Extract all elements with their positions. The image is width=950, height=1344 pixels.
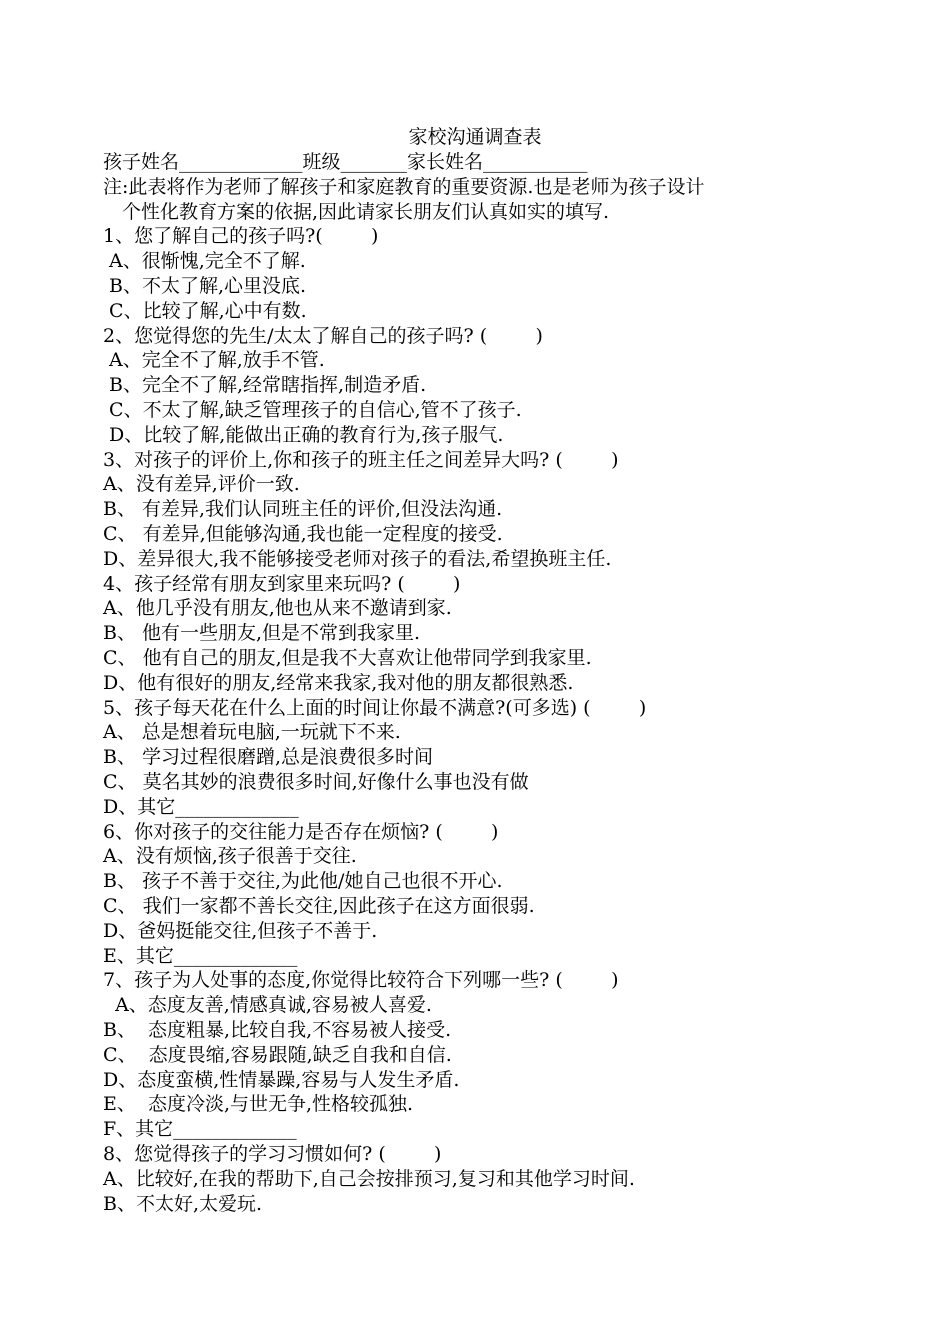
option-line: C、 莫名其妙的浪费很多时间,好像什么事也没有做 (103, 771, 529, 793)
option-line: C、 态度畏缩,容易跟随,缺乏自我和自信. (103, 1044, 452, 1066)
option-line: C、不太了解,缺乏管理孩子的自信心,管不了孩子. (103, 399, 522, 421)
option-line: B、 学习过程很磨蹭,总是浪费很多时间 (103, 746, 434, 768)
option-line: A、很惭愧,完全不了解. (103, 250, 306, 272)
option-line: E、 态度冷淡,与世无争,性格较孤独. (103, 1093, 414, 1115)
question-7: 7、孩子为人处事的态度,你觉得比较符合下列哪一些? ( ) (103, 969, 619, 991)
question-8: 8、您觉得孩子的学习习惯如何? ( ) (103, 1143, 442, 1165)
question-4: 4、孩子经常有朋友到家里来玩吗? ( ) (103, 573, 461, 595)
option-line: A、完全不了解,放手不管. (103, 349, 325, 371)
option-line: D、他有很好的朋友,经常来我家,我对他的朋友都很熟悉. (103, 672, 574, 694)
note-line-1: 注:此表将作为老师了解孩子和家庭教育的重要资源.也是老师为孩子设计 (103, 176, 705, 198)
option-line: D、其它_____________ (103, 796, 299, 818)
question-3: 3、对孩子的评价上,你和孩子的班主任之间差异大吗? ( ) (103, 449, 619, 471)
option-line: A、 总是想着玩电脑,一玩就下不来. (103, 721, 401, 743)
option-line: B、 有差异,我们认同班主任的评价,但没法沟通. (103, 498, 503, 520)
question-5: 5、孩子每天花在什么上面的时间让你最不满意?(可多选) ( ) (103, 697, 647, 719)
page-title: 家校沟通调查表 (408, 126, 542, 148)
header-fields: 孩子姓名_____________班级_______家长姓名___________ (103, 151, 588, 173)
option-line: C、 他有自己的朋友,但是我不大喜欢让他带同学到我家里. (103, 647, 592, 669)
option-line: B、 态度粗暴,比较自我,不容易被人接受. (103, 1019, 452, 1041)
option-line: D、比较了解,能做出正确的教育行为,孩子服气. (103, 424, 504, 446)
option-line: B、不太了解,心里没底. (103, 275, 307, 297)
question-2: 2、您觉得您的先生/太太了解自己的孩子吗? ( ) (103, 325, 543, 347)
option-line: C、比较了解,心中有数. (103, 300, 307, 322)
option-line: A、没有烦恼,孩子很善于交往. (103, 845, 357, 867)
option-line: B、 孩子不善于交往,为此他/她自己也很不开心. (103, 870, 503, 892)
option-line: B、完全不了解,经常瞎指挥,制造矛盾. (103, 374, 427, 396)
question-6: 6、你对孩子的交往能力是否存在烦恼? ( ) (103, 821, 499, 843)
option-line: B、 他有一些朋友,但是不常到我家里. (103, 622, 421, 644)
option-line: C、 我们一家都不善长交往,因此孩子在这方面很弱. (103, 895, 535, 917)
option-line: E、其它_____________ (103, 945, 298, 967)
option-line: C、 有差异,但能够沟通,我也能一定程度的接受. (103, 523, 503, 545)
option-line: A、比较好,在我的帮助下,自己会按排预习,复习和其他学习时间. (103, 1168, 635, 1190)
option-line: D、差异很大,我不能够接受老师对孩子的看法,希望换班主任. (103, 548, 612, 570)
option-line: A、他几乎没有朋友,他也从来不邀请到家. (103, 597, 452, 619)
question-1: 1、您了解自己的孩子吗?( ) (103, 225, 379, 247)
option-line: A、没有差异,评价一致. (103, 473, 300, 495)
option-line: D、态度蛮横,性情暴躁,容易与人发生矛盾. (103, 1069, 460, 1091)
option-line: D、爸妈挺能交往,但孩子不善于. (103, 920, 378, 942)
option-line: F、其它_____________ (103, 1118, 297, 1140)
option-line: A、态度友善,情感真诚,容易被人喜爱. (103, 994, 432, 1016)
note-line-2: 个性化教育方案的依据,因此请家长朋友们认真如实的填写. (122, 201, 610, 223)
option-line: B、不太好,太爱玩. (103, 1193, 263, 1215)
